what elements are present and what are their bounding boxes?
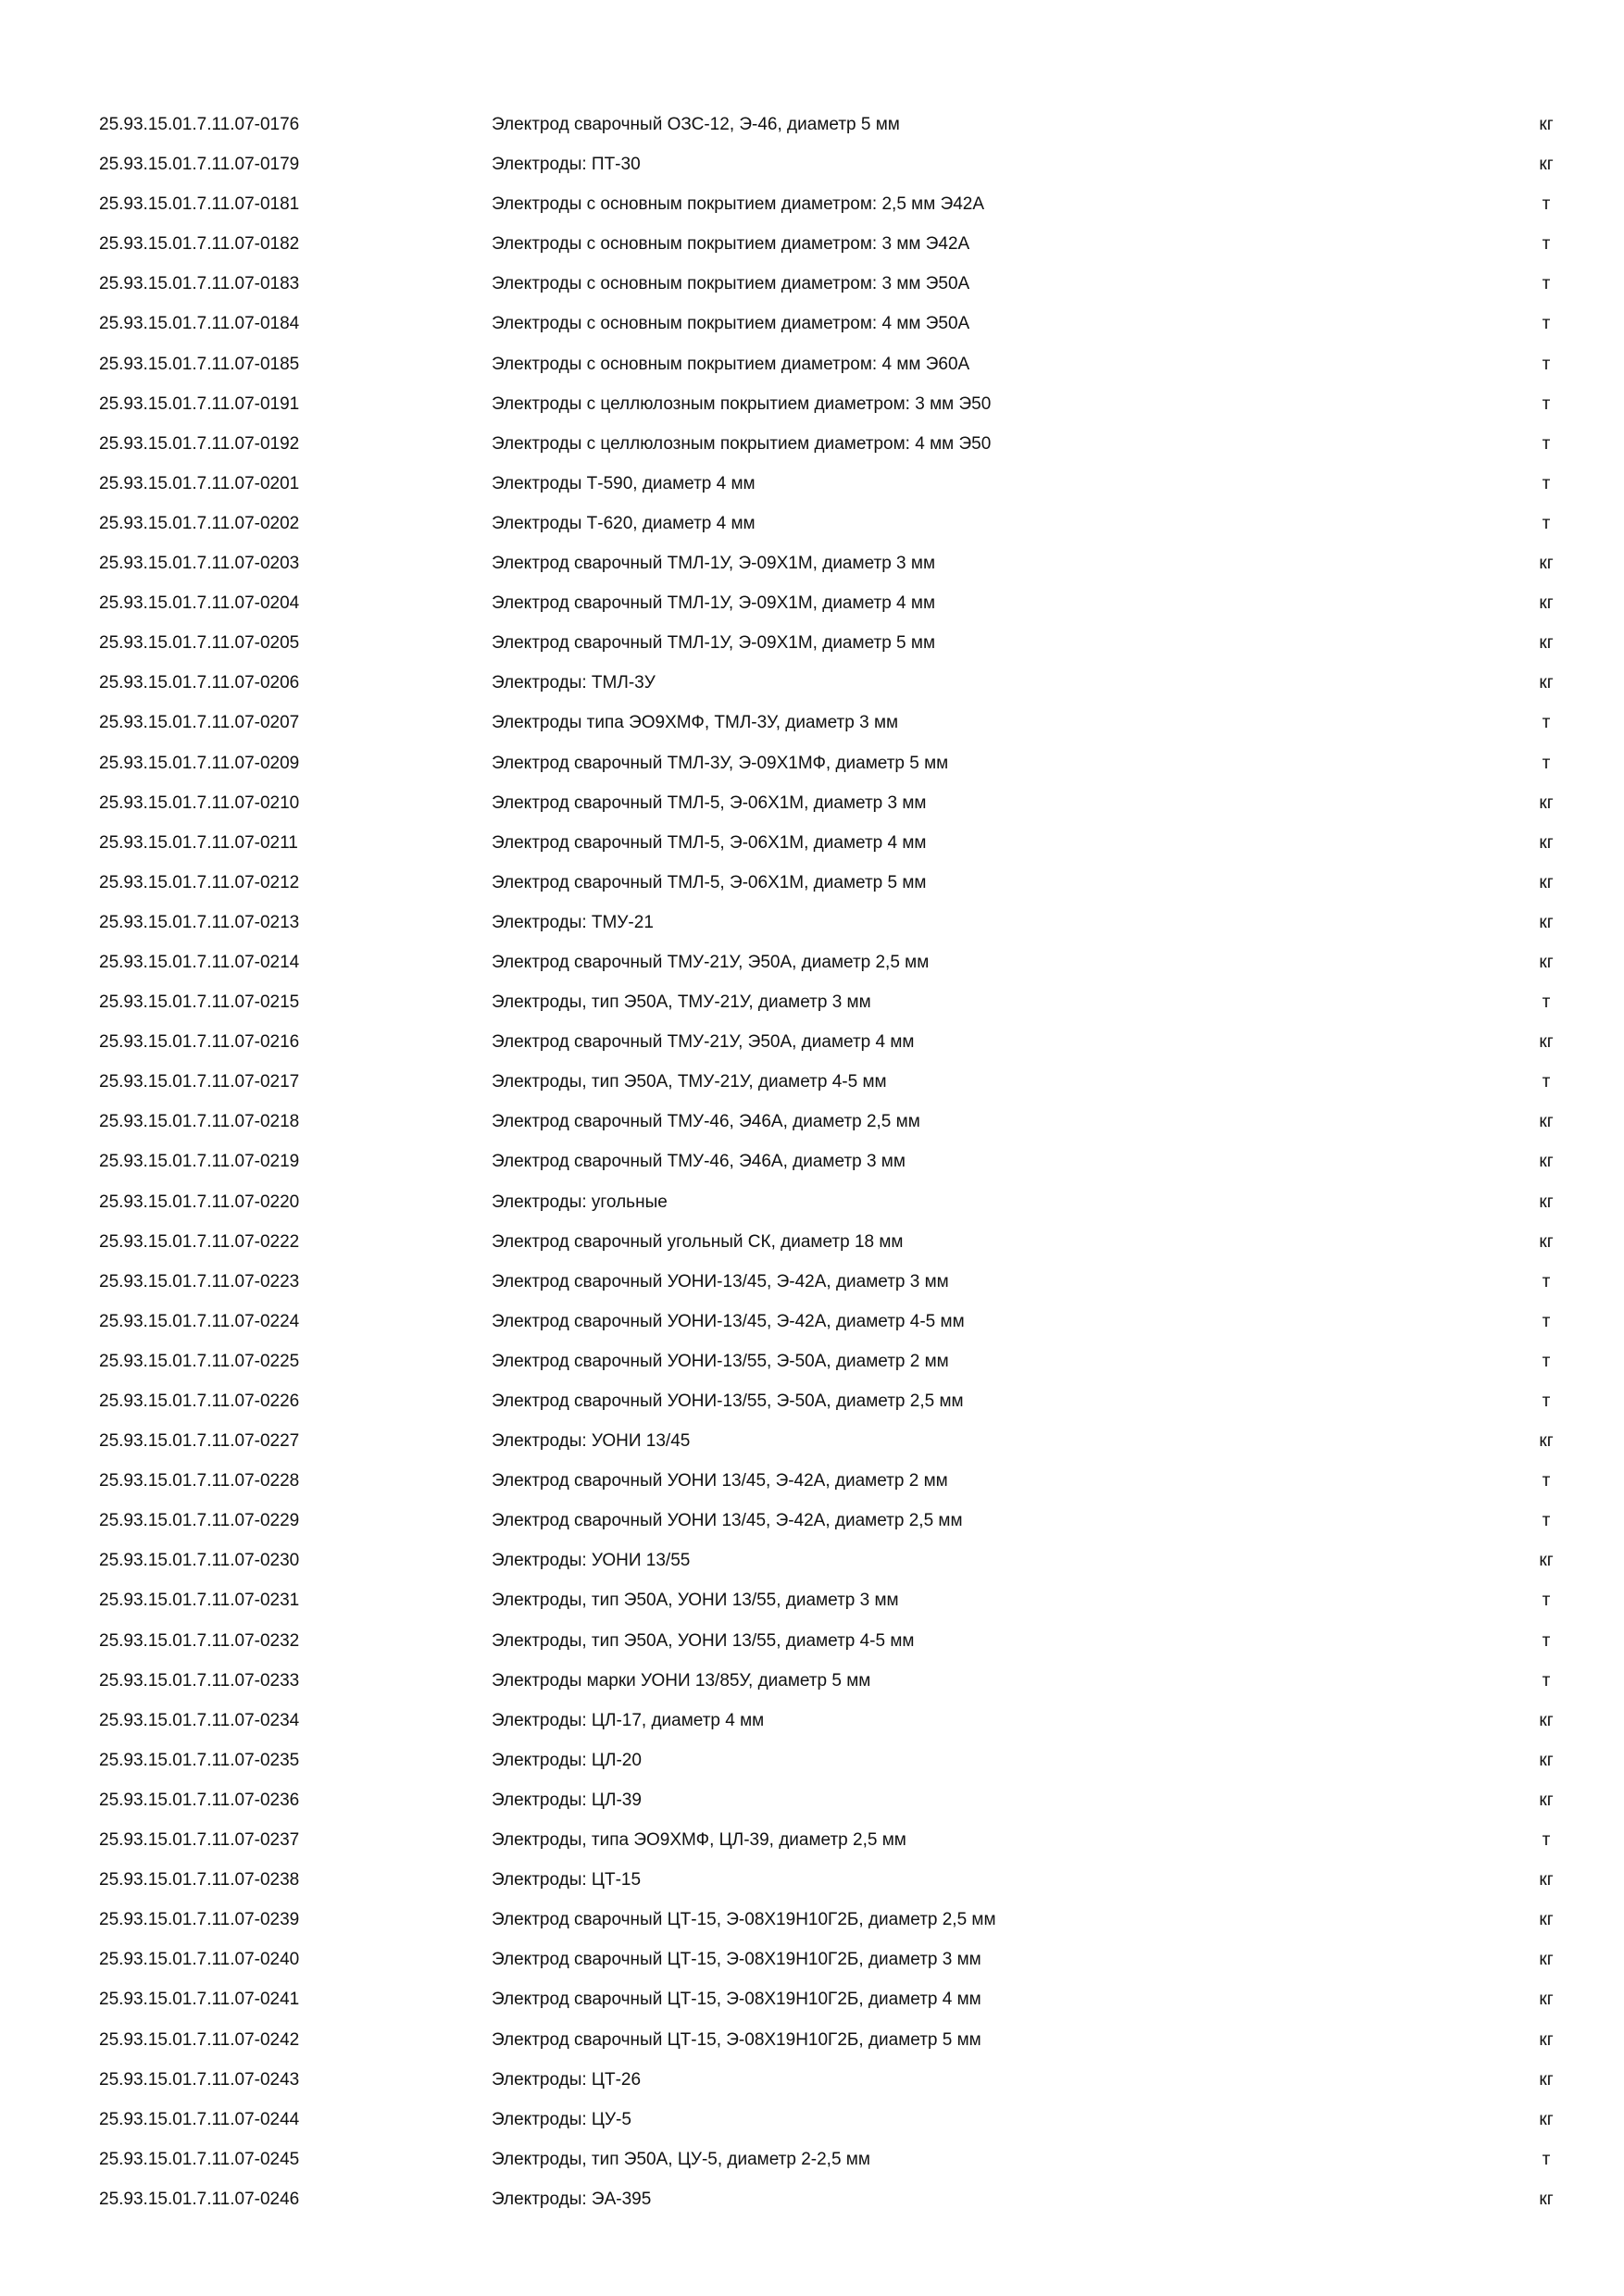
name-cell: Электроды типа ЭО9ХМФ, ТМЛ-3У, диаметр 3 мм — [492, 713, 899, 733]
table-row — [0, 144, 1624, 184]
code-cell: 25.93.15.01.7.11.07-0231 — [99, 1591, 300, 1611]
name-cell: Электрод сварочный ТМЛ-1У, Э-09Х1М, диаметр 5 мм — [492, 633, 936, 654]
name-cell: Электроды: УОНИ 13/55 — [492, 1551, 691, 1571]
unit-cell: кг — [1539, 1910, 1554, 1930]
price-list-table — [0, 105, 1624, 2219]
table-row — [0, 623, 1624, 663]
table-row — [0, 942, 1624, 982]
unit-cell: т — [1542, 433, 1551, 454]
unit-cell: т — [1542, 513, 1551, 533]
table-row — [0, 543, 1624, 583]
code-cell: 25.93.15.01.7.11.07-0205 — [99, 633, 300, 654]
name-cell: Электроды: ЦТ-26 — [492, 2069, 642, 2090]
code-cell: 25.93.15.01.7.11.07-0229 — [99, 1511, 300, 1531]
code-cell: 25.93.15.01.7.11.07-0181 — [99, 194, 300, 215]
name-cell: Электроды Т-590, диаметр 4 мм — [492, 473, 756, 493]
unit-cell: кг — [1539, 1551, 1554, 1571]
table-row — [0, 783, 1624, 823]
name-cell: Электрод сварочный ЦТ-15, Э-08Х19Н10Г2Б, диаметр 3 мм — [492, 1950, 981, 1970]
name-cell: Электрод сварочный ТМУ-46, Э46А, диаметр 2,5 мм — [492, 1112, 920, 1132]
code-cell: 25.93.15.01.7.11.07-0206 — [99, 673, 300, 693]
name-cell: Электрод сварочный ЦТ-15, Э-08Х19Н10Г2Б, диаметр 4 мм — [492, 1990, 981, 2010]
name-cell: Электрод сварочный УОНИ-13/55, Э-50А, диаметр 2 мм — [492, 1351, 949, 1371]
name-cell: Электроды с основным покрытием диаметром: 3 мм Э42А — [492, 234, 970, 255]
code-cell: 25.93.15.01.7.11.07-0235 — [99, 1750, 300, 1770]
code-cell: 25.93.15.01.7.11.07-0176 — [99, 115, 300, 134]
name-cell: Электроды, тип Э50А, ТМУ-21У, диаметр 4-5 мм — [492, 1072, 887, 1092]
unit-cell: кг — [1539, 633, 1554, 654]
unit-cell: кг — [1539, 1710, 1554, 1730]
table-row — [0, 1860, 1624, 1900]
unit-cell: т — [1542, 1271, 1551, 1292]
name-cell: Электрод сварочный ЦТ-15, Э-08Х19Н10Г2Б, диаметр 5 мм — [492, 2029, 981, 2050]
name-cell: Электроды: ТМЛ-3У — [492, 673, 656, 693]
name-cell: Электрод сварочный ТМУ-46, Э46А, диаметр 3 мм — [492, 1152, 906, 1172]
code-cell: 25.93.15.01.7.11.07-0215 — [99, 992, 300, 1013]
table-row — [0, 982, 1624, 1022]
table-row — [0, 464, 1624, 504]
unit-cell: т — [1542, 194, 1551, 215]
unit-cell: т — [1542, 1471, 1551, 1491]
unit-cell: кг — [1539, 593, 1554, 614]
unit-cell: т — [1542, 1072, 1551, 1092]
unit-cell: кг — [1539, 673, 1554, 693]
unit-cell: кг — [1539, 1790, 1554, 1810]
code-cell: 25.93.15.01.7.11.07-0241 — [99, 1990, 300, 2010]
table-row — [0, 1222, 1624, 1262]
code-cell: 25.93.15.01.7.11.07-0211 — [99, 832, 298, 853]
code-cell: 25.93.15.01.7.11.07-0232 — [99, 1630, 300, 1651]
name-cell: Электрод сварочный УОНИ-13/45, Э-42А, диаметр 3 мм — [492, 1271, 949, 1292]
code-cell: 25.93.15.01.7.11.07-0179 — [99, 155, 300, 175]
code-cell: 25.93.15.01.7.11.07-0183 — [99, 274, 300, 294]
table-row — [0, 1182, 1624, 1222]
table-row — [0, 2060, 1624, 2100]
code-cell: 25.93.15.01.7.11.07-0214 — [99, 952, 300, 972]
unit-cell: кг — [1539, 872, 1554, 892]
table-row — [0, 1979, 1624, 2019]
code-cell: 25.93.15.01.7.11.07-0218 — [99, 1112, 300, 1132]
unit-cell: т — [1542, 1591, 1551, 1611]
name-cell: Электроды: ПТ-30 — [492, 155, 641, 175]
name-cell: Электрод сварочный угольный СК, диаметр 18 мм — [492, 1231, 904, 1252]
table-row — [0, 863, 1624, 903]
table-row — [0, 1461, 1624, 1501]
name-cell: Электроды, тип Э50А, ТМУ-21У, диаметр 3 мм — [492, 992, 871, 1013]
code-cell: 25.93.15.01.7.11.07-0217 — [99, 1072, 300, 1092]
code-cell: 25.93.15.01.7.11.07-0237 — [99, 1830, 300, 1851]
name-cell: Электрод сварочный ОЗС-12, Э-46, диаметр 5 мм — [492, 115, 900, 134]
name-cell: Электроды: УОНИ 13/45 — [492, 1431, 691, 1452]
table-row — [0, 504, 1624, 543]
table-row — [0, 1341, 1624, 1381]
table-row — [0, 1381, 1624, 1421]
code-cell: 25.93.15.01.7.11.07-0224 — [99, 1311, 300, 1331]
name-cell: Электроды: ЭА-395 — [492, 2189, 652, 2209]
name-cell: Электроды, тип Э50А, УОНИ 13/55, диаметр 4-5 мм — [492, 1630, 915, 1651]
name-cell: Электрод сварочный ЦТ-15, Э-08Х19Н10Г2Б, диаметр 2,5 мм — [492, 1910, 996, 1930]
table-row — [0, 1701, 1624, 1741]
name-cell: Электроды: ЦЛ-17, диаметр 4 мм — [492, 1710, 765, 1730]
name-cell: Электрод сварочный ТМУ-21У, Э50А, диаметр 2,5 мм — [492, 952, 930, 972]
name-cell: Электроды с основным покрытием диаметром: 4 мм Э60А — [492, 354, 970, 374]
code-cell: 25.93.15.01.7.11.07-0228 — [99, 1471, 300, 1491]
unit-cell: т — [1542, 1630, 1551, 1651]
code-cell: 25.93.15.01.7.11.07-0191 — [99, 393, 300, 414]
name-cell: Электроды с целлюлозным покрытием диаметром: 3 мм Э50 — [492, 393, 992, 414]
unit-cell: т — [1542, 1511, 1551, 1531]
name-cell: Электрод сварочный ТМЛ-1У, Э-09Х1М, диаметр 3 мм — [492, 554, 936, 574]
unit-cell: т — [1542, 753, 1551, 773]
table-row — [0, 264, 1624, 304]
table-row — [0, 583, 1624, 623]
name-cell: Электроды: ЦЛ-20 — [492, 1750, 642, 1770]
code-cell: 25.93.15.01.7.11.07-0245 — [99, 2149, 300, 2169]
table-row — [0, 2020, 1624, 2060]
code-cell: 25.93.15.01.7.11.07-0240 — [99, 1950, 300, 1970]
unit-cell: т — [1542, 992, 1551, 1013]
unit-cell: т — [1542, 393, 1551, 414]
name-cell: Электроды Т-620, диаметр 4 мм — [492, 513, 756, 533]
code-cell: 25.93.15.01.7.11.07-0185 — [99, 354, 300, 374]
table-row — [0, 424, 1624, 464]
unit-cell: кг — [1539, 115, 1554, 134]
code-cell: 25.93.15.01.7.11.07-0192 — [99, 433, 300, 454]
table-row — [0, 1102, 1624, 1142]
name-cell: Электрод сварочный ТМУ-21У, Э50А, диаметр 4 мм — [492, 1032, 915, 1053]
unit-cell: кг — [1539, 1431, 1554, 1452]
name-cell: Электрод сварочный ТМЛ-3У, Э-09Х1МФ, диаметр 5 мм — [492, 753, 949, 773]
unit-cell: т — [1542, 314, 1551, 334]
unit-cell: кг — [1539, 952, 1554, 972]
name-cell: Электроды марки УОНИ 13/85У, диаметр 5 мм — [492, 1670, 871, 1691]
unit-cell: кг — [1539, 1750, 1554, 1770]
code-cell: 25.93.15.01.7.11.07-0233 — [99, 1670, 300, 1691]
name-cell: Электроды, тип Э50А, ЦУ-5, диаметр 2-2,5 мм — [492, 2149, 870, 2169]
name-cell: Электрод сварочный ТМЛ-5, Э-06Х1М, диаметр 4 мм — [492, 832, 927, 853]
code-cell: 25.93.15.01.7.11.07-0225 — [99, 1351, 300, 1371]
name-cell: Электрод сварочный ТМЛ-1У, Э-09Х1М, диаметр 4 мм — [492, 593, 936, 614]
unit-cell: кг — [1539, 2189, 1554, 2209]
table-row — [0, 1302, 1624, 1341]
unit-cell: т — [1542, 1830, 1551, 1851]
code-cell: 25.93.15.01.7.11.07-0246 — [99, 2189, 300, 2209]
unit-cell: кг — [1539, 2069, 1554, 2090]
name-cell: Электроды: угольные — [492, 1192, 668, 1212]
unit-cell: кг — [1539, 2029, 1554, 2050]
code-cell: 25.93.15.01.7.11.07-0182 — [99, 234, 300, 255]
code-cell: 25.93.15.01.7.11.07-0203 — [99, 554, 300, 574]
code-cell: 25.93.15.01.7.11.07-0209 — [99, 753, 300, 773]
table-row — [0, 344, 1624, 384]
name-cell: Электроды с целлюлозным покрытием диаметром: 4 мм Э50 — [492, 433, 992, 454]
code-cell: 25.93.15.01.7.11.07-0226 — [99, 1391, 300, 1411]
unit-cell: кг — [1539, 2109, 1554, 2129]
code-cell: 25.93.15.01.7.11.07-0204 — [99, 593, 300, 614]
name-cell: Электроды: ЦТ-15 — [492, 1870, 642, 1890]
table-row — [0, 384, 1624, 424]
table-row — [0, 1621, 1624, 1661]
table-row — [0, 2140, 1624, 2179]
code-cell: 25.93.15.01.7.11.07-0239 — [99, 1910, 300, 1930]
table-row — [0, 1262, 1624, 1302]
name-cell: Электроды: ЦУ-5 — [492, 2109, 631, 2129]
table-row — [0, 903, 1624, 942]
code-cell: 25.93.15.01.7.11.07-0212 — [99, 872, 300, 892]
table-row — [0, 823, 1624, 863]
unit-cell: кг — [1539, 1152, 1554, 1172]
unit-cell: кг — [1539, 1870, 1554, 1890]
code-cell: 25.93.15.01.7.11.07-0223 — [99, 1271, 300, 1292]
unit-cell: т — [1542, 1351, 1551, 1371]
code-cell: 25.93.15.01.7.11.07-0202 — [99, 513, 300, 533]
table-row — [0, 105, 1624, 144]
table-row — [0, 1501, 1624, 1541]
code-cell: 25.93.15.01.7.11.07-0210 — [99, 792, 300, 813]
unit-cell: т — [1542, 1670, 1551, 1691]
unit-cell: кг — [1539, 1950, 1554, 1970]
unit-cell: т — [1542, 1391, 1551, 1411]
unit-cell: кг — [1539, 1231, 1554, 1252]
table-row — [0, 304, 1624, 343]
table-row — [0, 1900, 1624, 1940]
code-cell: 25.93.15.01.7.11.07-0234 — [99, 1710, 300, 1730]
code-cell: 25.93.15.01.7.11.07-0184 — [99, 314, 300, 334]
code-cell: 25.93.15.01.7.11.07-0243 — [99, 2069, 300, 2090]
table-row — [0, 1142, 1624, 1181]
code-cell: 25.93.15.01.7.11.07-0236 — [99, 1790, 300, 1810]
table-row — [0, 2179, 1624, 2219]
name-cell: Электроды с основным покрытием диаметром: 3 мм Э50А — [492, 274, 970, 294]
name-cell: Электрод сварочный ТМЛ-5, Э-06Х1М, диаметр 3 мм — [492, 792, 927, 813]
table-row — [0, 184, 1624, 224]
unit-cell: кг — [1539, 1032, 1554, 1053]
table-row — [0, 224, 1624, 264]
code-cell: 25.93.15.01.7.11.07-0230 — [99, 1551, 300, 1571]
table-row — [0, 1940, 1624, 1979]
unit-cell: кг — [1539, 155, 1554, 175]
name-cell: Электроды: ТМУ-21 — [492, 912, 654, 932]
unit-cell: кг — [1539, 554, 1554, 574]
unit-cell: кг — [1539, 1112, 1554, 1132]
table-row — [0, 743, 1624, 783]
unit-cell: т — [1542, 473, 1551, 493]
name-cell: Электроды с основным покрытием диаметром: 4 мм Э50А — [492, 314, 970, 334]
table-row — [0, 1661, 1624, 1701]
table-row — [0, 2100, 1624, 2140]
name-cell: Электроды, тип Э50А, УОНИ 13/55, диаметр 3 мм — [492, 1591, 899, 1611]
unit-cell: т — [1542, 234, 1551, 255]
code-cell: 25.93.15.01.7.11.07-0219 — [99, 1152, 300, 1172]
code-cell: 25.93.15.01.7.11.07-0244 — [99, 2109, 300, 2129]
code-cell: 25.93.15.01.7.11.07-0222 — [99, 1231, 300, 1252]
code-cell: 25.93.15.01.7.11.07-0227 — [99, 1431, 300, 1452]
table-row — [0, 1062, 1624, 1102]
unit-cell: т — [1542, 354, 1551, 374]
code-cell: 25.93.15.01.7.11.07-0216 — [99, 1032, 300, 1053]
table-row — [0, 1421, 1624, 1461]
name-cell: Электроды, типа ЭО9ХМФ, ЦЛ-39, диаметр 2,5 мм — [492, 1830, 906, 1851]
unit-cell: т — [1542, 274, 1551, 294]
name-cell: Электрод сварочный УОНИ-13/45, Э-42А, диаметр 4-5 мм — [492, 1311, 965, 1331]
name-cell: Электрод сварочный УОНИ 13/45, Э-42А, диаметр 2 мм — [492, 1471, 948, 1491]
table-row — [0, 703, 1624, 742]
code-cell: 25.93.15.01.7.11.07-0207 — [99, 713, 300, 733]
unit-cell: кг — [1539, 792, 1554, 813]
unit-cell: т — [1542, 1311, 1551, 1331]
name-cell: Электроды с основным покрытием диаметром: 2,5 мм Э42А — [492, 194, 985, 215]
table-row — [0, 1541, 1624, 1580]
table-row — [0, 1780, 1624, 1820]
table-row — [0, 1022, 1624, 1062]
name-cell: Электрод сварочный ТМЛ-5, Э-06Х1М, диаметр 5 мм — [492, 872, 927, 892]
table-row — [0, 1820, 1624, 1860]
unit-cell: т — [1542, 713, 1551, 733]
unit-cell: т — [1542, 2149, 1551, 2169]
name-cell: Электрод сварочный УОНИ 13/45, Э-42А, диаметр 2,5 мм — [492, 1511, 963, 1531]
code-cell: 25.93.15.01.7.11.07-0213 — [99, 912, 300, 932]
table-row — [0, 663, 1624, 703]
unit-cell: кг — [1539, 912, 1554, 932]
table-row — [0, 1580, 1624, 1620]
unit-cell: кг — [1539, 1192, 1554, 1212]
name-cell: Электроды: ЦЛ-39 — [492, 1790, 642, 1810]
unit-cell: кг — [1539, 832, 1554, 853]
code-cell: 25.93.15.01.7.11.07-0201 — [99, 473, 300, 493]
unit-cell: кг — [1539, 1990, 1554, 2010]
name-cell: Электрод сварочный УОНИ-13/55, Э-50А, диаметр 2,5 мм — [492, 1391, 964, 1411]
table-row — [0, 1741, 1624, 1780]
code-cell: 25.93.15.01.7.11.07-0242 — [99, 2029, 300, 2050]
code-cell: 25.93.15.01.7.11.07-0238 — [99, 1870, 300, 1890]
code-cell: 25.93.15.01.7.11.07-0220 — [99, 1192, 300, 1212]
